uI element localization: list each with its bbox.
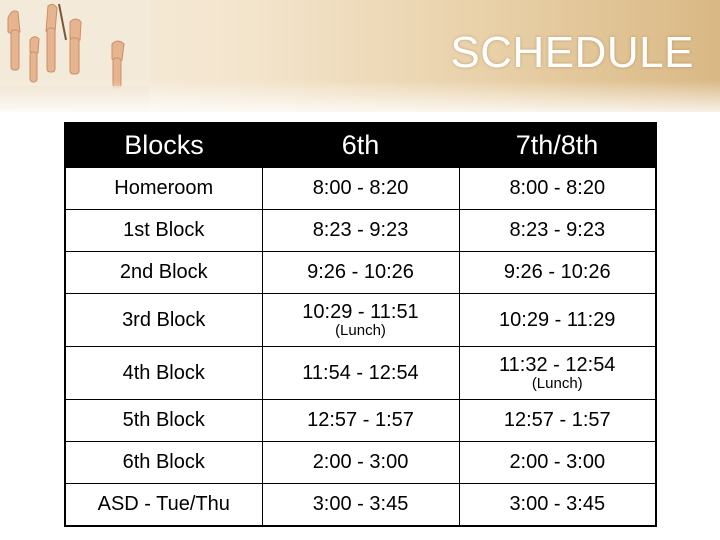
sixth-time-cell: 12:57 - 1:57 <box>262 400 459 442</box>
sixth-time-cell <box>262 294 459 347</box>
seventh-eighth-time-cell: 2:00 - 3:00 <box>459 442 656 484</box>
header-fade <box>0 80 720 120</box>
table-row <box>65 252 656 294</box>
seventh-eighth-time-cell: 9:26 - 10:26 <box>459 252 656 294</box>
seventh-eighth-time-cell: 8:00 - 8:20 <box>459 168 656 210</box>
table-row <box>65 400 656 442</box>
sixth-time-cell: 8:23 - 9:23 <box>262 210 459 252</box>
schedule-table <box>64 122 657 527</box>
table-row <box>65 294 656 347</box>
sixth-time-cell: 2:00 - 3:00 <box>262 442 459 484</box>
seventh-eighth-time-cell: 10:29 - 11:29 <box>459 294 656 347</box>
lunch-note: (Lunch) <box>531 375 583 392</box>
block-name-cell: 6th Block <box>65 442 262 484</box>
column-header-7th-8th: 7th/8th <box>459 123 656 168</box>
table-row <box>65 484 656 527</box>
block-name-cell: 1st Block <box>65 210 262 252</box>
block-name-cell: 3rd Block <box>65 294 262 347</box>
time-range: 10:29 - 11:51 <box>302 301 419 323</box>
lunch-note: (Lunch) <box>335 322 386 339</box>
sixth-time-cell: 9:26 - 10:26 <box>262 252 459 294</box>
seventh-eighth-time-cell: 8:23 - 9:23 <box>459 210 656 252</box>
time-range: 11:32 - 12:54 <box>499 354 616 376</box>
block-name-cell: 5th Block <box>65 400 262 442</box>
sixth-time-cell: 8:00 - 8:20 <box>262 168 459 210</box>
sixth-time-cell: 11:54 - 12:54 <box>262 347 459 400</box>
sixth-time-cell: 3:00 - 3:45 <box>262 484 459 527</box>
table-row <box>65 168 656 210</box>
block-name-cell: Homeroom <box>65 168 262 210</box>
table-row <box>65 442 656 484</box>
seventh-eighth-time-cell: 12:57 - 1:57 <box>459 400 656 442</box>
table-row <box>65 347 656 400</box>
column-header-6th: 6th <box>262 123 459 168</box>
block-name-cell: ASD - Tue/Thu <box>65 484 262 527</box>
table-header-row <box>65 123 656 168</box>
seventh-eighth-time-cell <box>459 347 656 400</box>
table-row <box>65 210 656 252</box>
block-name-cell: 2nd Block <box>65 252 262 294</box>
seventh-eighth-time-cell: 3:00 - 3:45 <box>459 484 656 527</box>
slide-title: SCHEDULE <box>450 28 694 77</box>
block-name-cell: 4th Block <box>65 347 262 400</box>
column-header-blocks: Blocks <box>65 123 262 168</box>
